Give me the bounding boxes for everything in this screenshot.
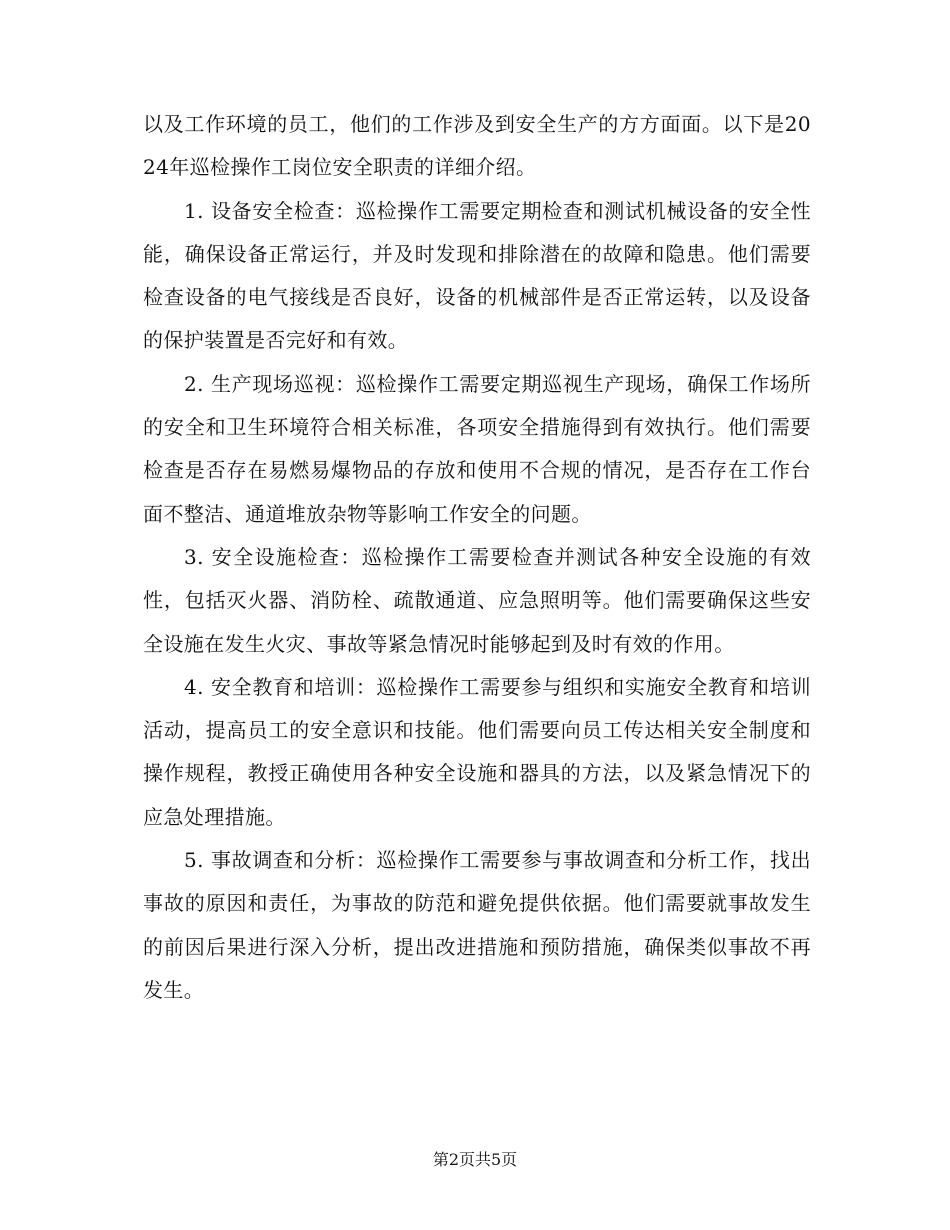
paragraph-safety-education-training: 4. 安全教育和培训：巡检操作工需要参与组织和实施安全教育和培训活动，提高员工的安全意识和技能。他们需要向员工传达相关安全制度和操作规程，教授正确使用各种安全设施和器具的方法，以及紧急情况下的应急处理措施。 (143, 674, 811, 829)
document-body (143, 103, 811, 1012)
paragraph-accident-investigation: 5. 事故调查和分析：巡检操作工需要参与事故调查和分析工作，找出事故的原因和责任，为事故的防范和避免提供依据。他们需要就事故发生的前因后果进行深入分析，提出改进措施和预防措施，确保类似事故不再发生。 (143, 848, 811, 1002)
page-number-footer: 第2页共5页 (432, 1150, 518, 1169)
paragraph-equipment-safety-check: 1. 设备安全检查：巡检操作工需要定期检查和测试机械设备的安全性能，确保设备正常运行，并及时发现和排除潜在的故障和隐患。他们需要检查设备的电气接线是否良好，设备的机械部件是否正常运转，以及设备的保护装置是否完好和有效。 (143, 198, 811, 353)
paragraph-production-site-patrol: 2. 生产现场巡视：巡检操作工需要定期巡视生产现场，确保工作场所的安全和卫生环境符合相关标准，各项安全措施得到有效执行。他们需要检查是否存在易燃易爆物品的存放和使用不合规的情况，是否存在工作台面不整洁、通道堆放杂物等影响工作安全的问题。 (143, 371, 811, 526)
paragraph-safety-facility-check: 3. 安全设施检查：巡检操作工需要检查并测试各种安全设施的有效性，包括灭火器、消防栓、疏散通道、应急照明等。他们需要确保这些安全设施在发生火灾、事故等紧急情况时能够起到及时有效的作用。 (143, 544, 811, 656)
paragraph-intro-continuation: 以及工作环境的员工，他们的工作涉及到安全生产的方方面面。以下是2024年巡检操作工岗位安全职责的详细介绍。 (143, 112, 811, 180)
